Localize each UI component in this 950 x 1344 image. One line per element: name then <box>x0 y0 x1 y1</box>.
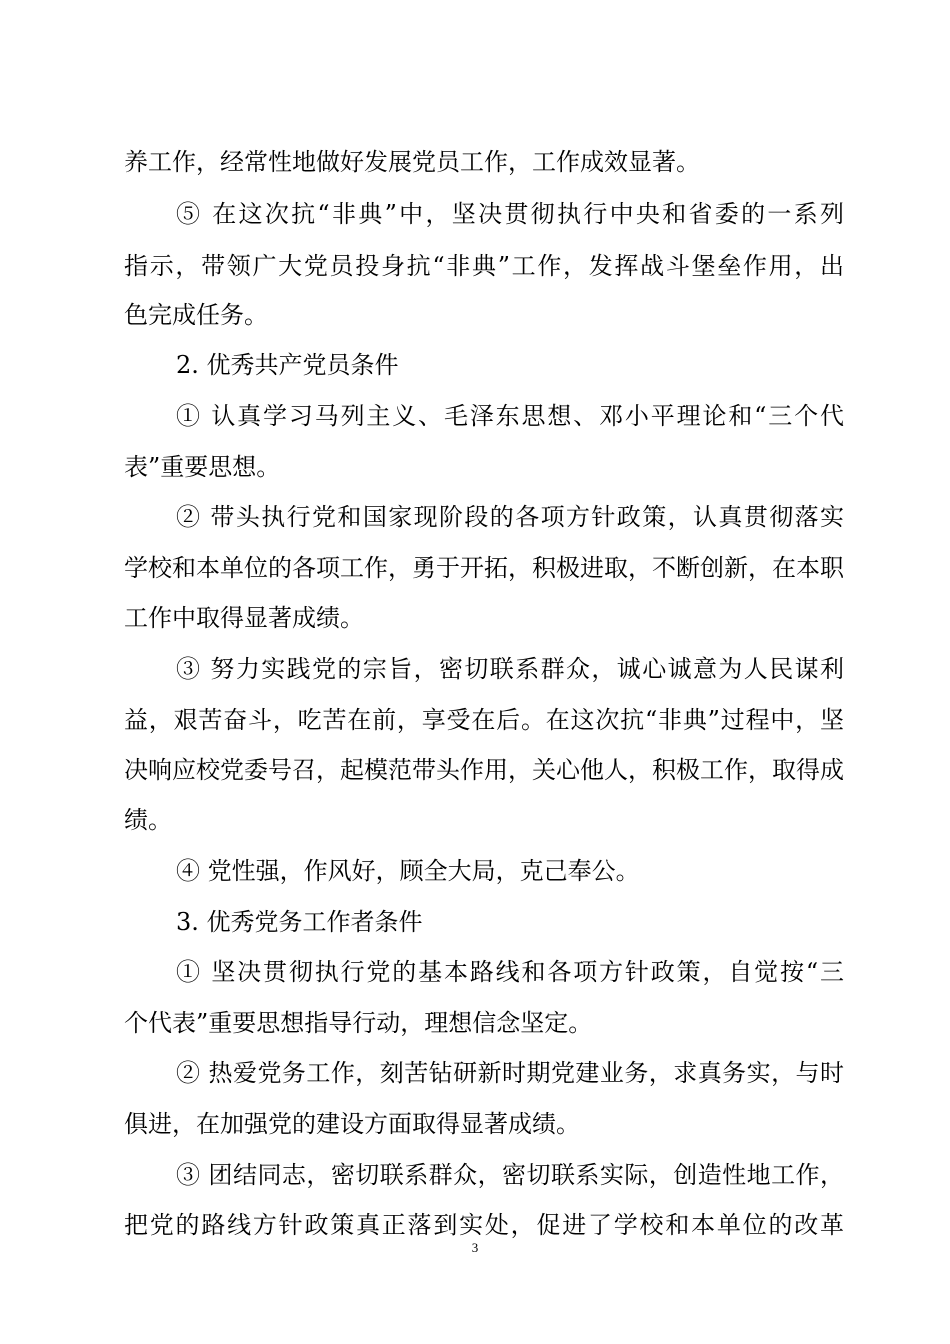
text-line: ① 坚决贯彻执行党的基本路线和各项方针政策，自觉按“三 <box>176 958 844 986</box>
section-heading: 2. 优秀共产党员条件 <box>176 351 399 379</box>
text-line: 个代表”重要思想指导行动，理想信念坚定。 <box>124 1009 593 1037</box>
text-line: ③ 团结同志，密切联系群众，密切联系实际，创造性地工作， <box>176 1161 844 1189</box>
text-line: ④ 党性强，作风好，顾全大局，克己奉公。 <box>176 857 640 885</box>
text-line: 指示，带领广大党员投身抗“非典”工作，发挥战斗堡垒作用，出 <box>124 252 844 280</box>
text-line: 把党的路线方针政策真正落到实处，促进了学校和本单位的改革 <box>124 1211 844 1239</box>
section-heading: 3. 优秀党务工作者条件 <box>176 908 423 936</box>
text-line: 工作中取得显著成绩。 <box>124 604 364 632</box>
text-line: ⑤ 在这次抗“非典”中，坚决贯彻执行中央和省委的一系列 <box>176 200 844 228</box>
text-line: 学校和本单位的各项工作，勇于开拓，积极进取，不断创新，在本职 <box>124 554 844 582</box>
text-line: 色完成任务。 <box>124 301 268 329</box>
text-line: ③ 努力实践党的宗旨，密切联系群众，诚心诚意为人民谋利 <box>176 655 844 683</box>
text-line: 养工作，经常性地做好发展党员工作，工作成效显著。 <box>124 148 700 176</box>
text-line: ① 认真学习马列主义、毛泽东思想、邓小平理论和“三个代 <box>176 402 844 430</box>
text-line: ② 热爱党务工作，刻苦钻研新时期党建业务，求真务实，与时 <box>176 1059 844 1087</box>
text-line: 决响应校党委号召，起模范带头作用，关心他人，积极工作，取得成 <box>124 756 844 784</box>
text-line: 表”重要思想。 <box>124 453 281 481</box>
page-number: 3 <box>471 1240 479 1255</box>
text-line: ② 带头执行党和国家现阶段的各项方针政策，认真贯彻落实 <box>176 503 844 531</box>
text-line: 绩。 <box>124 806 172 834</box>
text-line: 俱进，在加强党的建设方面取得显著成绩。 <box>124 1110 580 1138</box>
text-line: 益，艰苦奋斗，吃苦在前，享受在后。在这次抗“非典”过程中，坚 <box>124 706 844 734</box>
